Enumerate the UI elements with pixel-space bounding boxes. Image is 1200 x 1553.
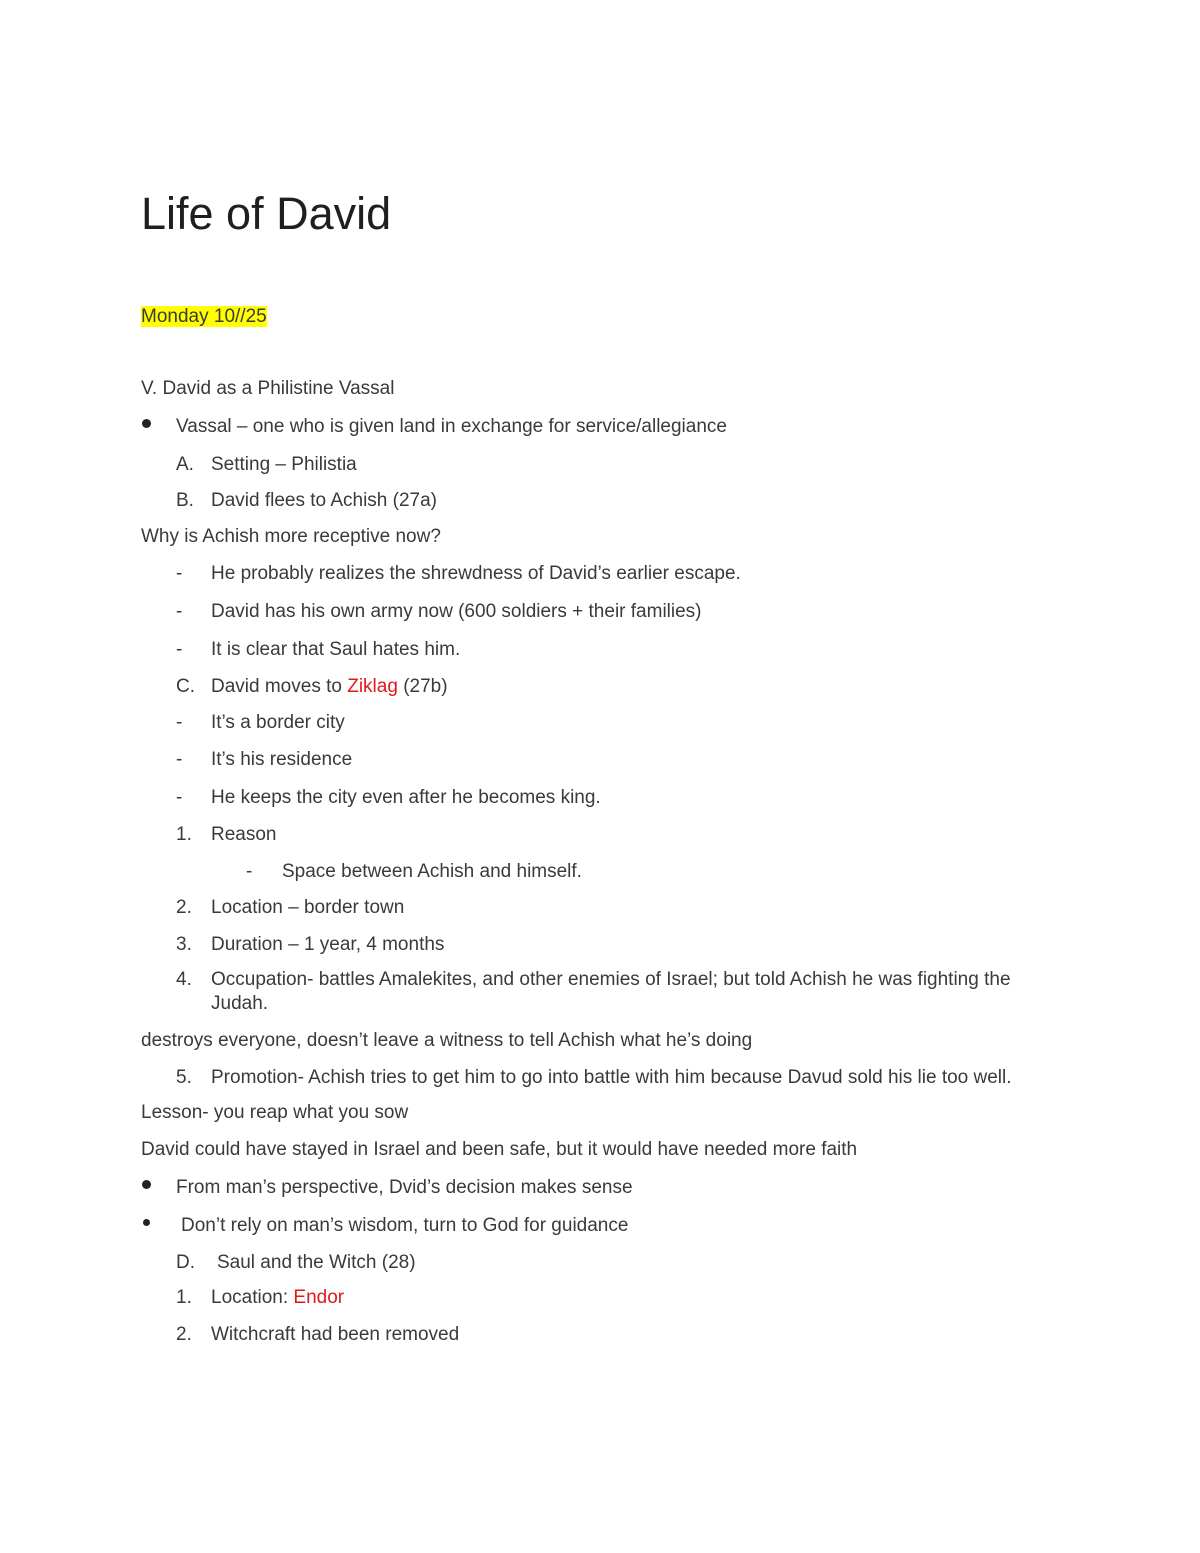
numbered-item: Location – border town	[211, 897, 405, 918]
place-name: Endor	[293, 1287, 345, 1308]
dash-marker: -	[176, 639, 183, 660]
question-line: Why is Achish more receptive now?	[141, 526, 441, 547]
numbered-item: Witchcraft had been removed	[211, 1324, 460, 1345]
list-marker: 1.	[176, 824, 192, 845]
outline-item-b: David flees to Achish (27a)	[211, 490, 438, 511]
list-marker: 1.	[176, 1287, 192, 1308]
ziklag-item: He keeps the city even after he becomes king.	[211, 787, 601, 808]
ziklag-item: It’s a border city	[211, 712, 345, 733]
numbered-item	[211, 1286, 344, 1310]
highlighted-date: Monday 10//25	[141, 306, 267, 327]
ziklag-item: It’s his residence	[211, 749, 353, 770]
reason-item: It is clear that Saul hates him.	[211, 639, 461, 660]
list-marker: B.	[176, 490, 194, 511]
list-marker: D.	[176, 1252, 195, 1273]
vassal-definition: Vassal – one who is given land in exchange for service/allegiance	[176, 416, 727, 437]
bullet-item: From man’s perspective, Dvid’s decision makes sense	[176, 1177, 633, 1198]
bullet-icon	[142, 1180, 151, 1189]
list-marker: 2.	[176, 1324, 192, 1345]
dash-marker: -	[176, 787, 183, 808]
dash-marker: -	[176, 712, 183, 733]
dash-marker: -	[176, 563, 183, 584]
paragraph: David could have stayed in Israel and been safe, but it would have needed more faith	[141, 1139, 858, 1160]
reason-item: He probably realizes the shrewdness of David’s earlier escape.	[211, 563, 741, 584]
dash-marker: -	[176, 601, 183, 622]
outline-item-d: Saul and the Witch (28)	[217, 1252, 416, 1273]
date-line	[141, 305, 267, 329]
outline-item-a: Setting – Philistia	[211, 454, 357, 475]
section-heading: V. David as a Philistine Vassal	[141, 378, 395, 399]
list-marker: A.	[176, 454, 194, 475]
numbered-item: Reason	[211, 824, 277, 845]
dash-marker: -	[176, 749, 183, 770]
bullet-icon	[143, 1219, 150, 1226]
sub-item: Space between Achish and himself.	[282, 861, 582, 882]
paragraph: destroys everyone, doesn’t leave a witness to tell Achish what he’s doing	[141, 1030, 753, 1051]
list-marker: 4.	[176, 969, 192, 990]
list-marker: 5.	[176, 1067, 192, 1088]
lesson-line: Lesson- you reap what you sow	[141, 1102, 409, 1123]
place-name: Ziklag	[347, 676, 398, 697]
numbered-item: Occupation- battles Amalekites, and other enemies of Israel; but told Achish he was fighting the Judah.	[211, 969, 1011, 1014]
text-segment: (27b)	[397, 676, 448, 697]
numbered-item: Duration – 1 year, 4 months	[211, 934, 445, 955]
list-marker: 3.	[176, 934, 192, 955]
list-marker: C.	[176, 676, 195, 697]
reason-item: David has his own army now (600 soldiers + their families)	[211, 601, 702, 622]
list-marker: 2.	[176, 897, 192, 918]
bullet-icon	[142, 419, 151, 428]
outline-item-c	[211, 675, 448, 699]
numbered-item: Promotion- Achish tries to get him to go into battle with him because Davud sold his lie too well.	[211, 1067, 1012, 1088]
bullet-item: Don’t rely on man’s wisdom, turn to God for guidance	[181, 1215, 629, 1236]
document-title: Life of David	[141, 188, 392, 239]
text-segment: Location:	[211, 1287, 294, 1308]
dash-marker: -	[246, 861, 253, 882]
text-segment: David moves to	[211, 676, 348, 697]
